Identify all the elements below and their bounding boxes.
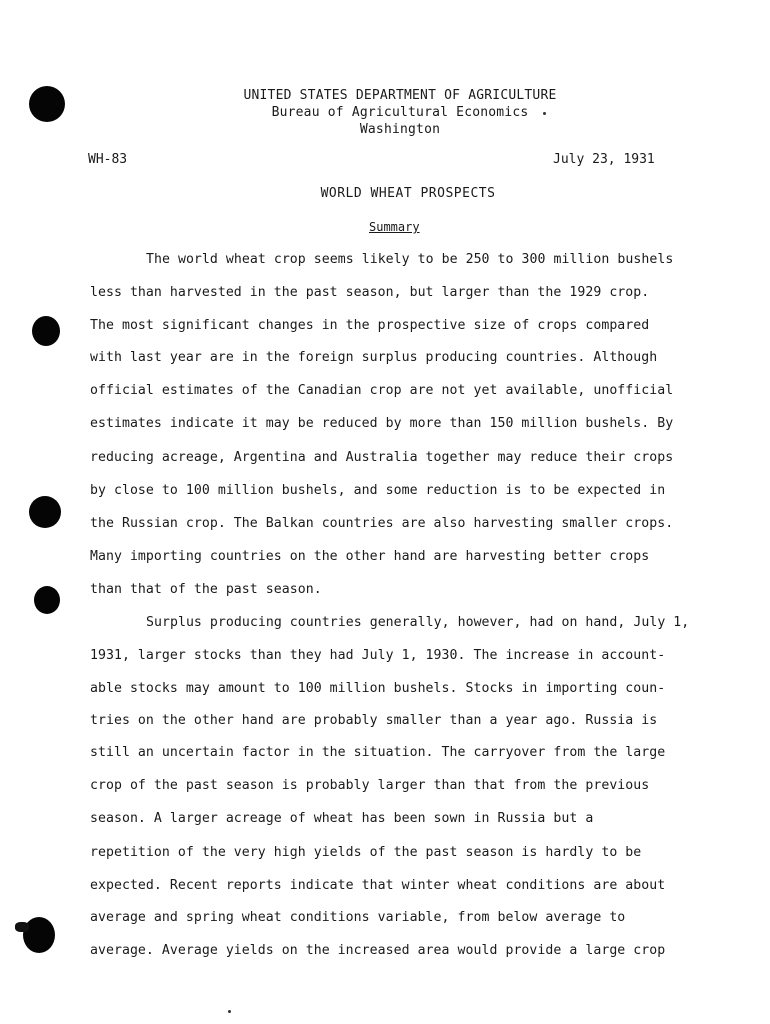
text-line: Surplus producing countries generally, however, had on hand, July 1, [146,615,690,630]
text-line: The most significant changes in the prospective size of crops compared [90,318,650,333]
text-line: with last year are in the foreign surplus producing countries. Although [90,350,658,365]
text-line: than that of the past season. [90,582,322,597]
bureau-heading: Bureau of Agricultural Economics [271,105,529,120]
ink-smudge [15,922,29,932]
punch-hole [32,316,60,346]
document-title: WORLD WHEAT PROSPECTS [320,186,496,201]
text-line: the Russian crop. The Balkan countries are also harvesting smaller crops. [90,516,674,531]
text-line: 1931, larger stocks than they had July 1, 1930. The increase in account- [90,648,666,663]
text-line: average and spring wheat conditions variable, from below average to [90,910,626,925]
punch-hole [29,496,61,528]
text-line: able stocks may amount to 100 million bushels. Stocks in importing coun- [90,681,666,696]
text-line: estimates indicate it may be reduced by more than 150 million bushels. By [90,416,674,431]
text-line: Many importing countries on the other hand are harvesting better crops [90,549,650,564]
document-reference: WH-83 [88,152,128,167]
text-line: official estimates of the Canadian crop are not yet available, unofficial [90,383,674,398]
text-line: crop of the past season is probably larger than that from the previous [90,778,650,793]
text-line: expected. Recent reports indicate that winter wheat conditions are about [90,878,666,893]
department-heading: UNITED STATES DEPARTMENT OF AGRICULTURE [243,88,557,103]
section-heading: Summary [369,220,420,234]
text-line: The world wheat crop seems likely to be 250 to 300 million bushels [146,252,674,267]
text-line: tries on the other hand are probably smaller than a year ago. Russia is [90,713,658,728]
text-line: by close to 100 million bushels, and some reduction is to be expected in [90,483,666,498]
text-line: still an uncertain factor in the situation. The carryover from the large [90,745,666,760]
text-line: less than harvested in the past season, but larger than the 1929 crop. [90,285,650,300]
text-line: reducing acreage, Argentina and Australia together may reduce their crops [90,450,674,465]
punch-hole [34,586,60,614]
speck [228,1010,231,1013]
punch-hole [23,917,55,953]
city-heading: Washington [359,122,441,137]
text-line: average. Average yields on the increased area would provide a large crop [90,943,666,958]
text-line: season. A larger acreage of wheat has been sown in Russia but a [90,811,594,826]
text-line: repetition of the very high yields of the past season is hardly to be [90,845,642,860]
document-date: July 23, 1931 [553,152,655,167]
